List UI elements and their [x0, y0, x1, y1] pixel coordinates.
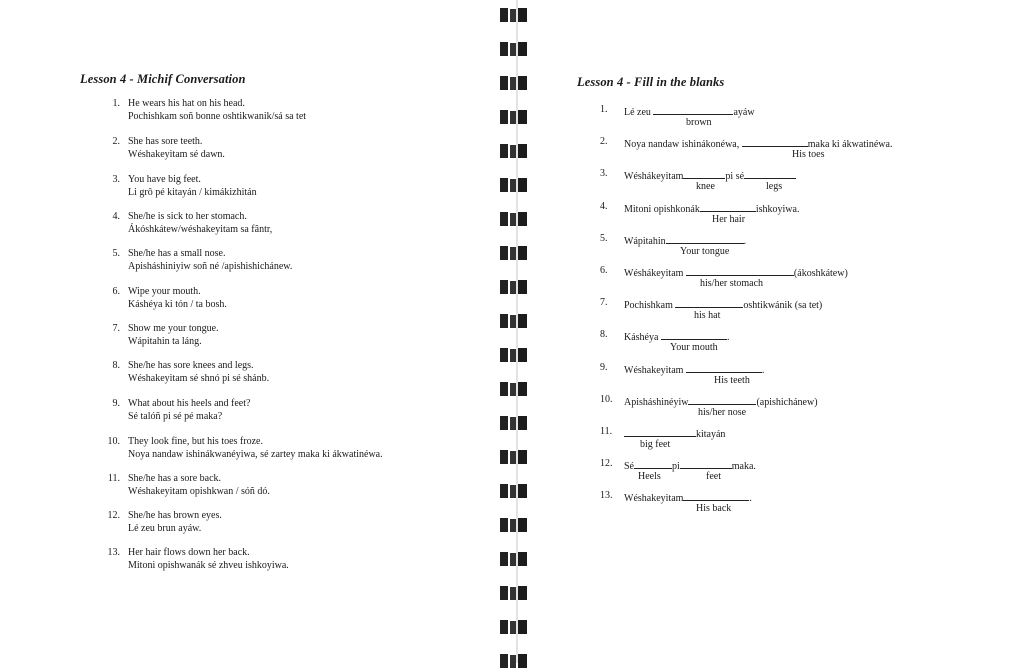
- binding-coil: [500, 586, 528, 600]
- conversation-item-english: She/he has a small nose.: [128, 248, 226, 259]
- conversation-item-michif: Lé zeu brun ayáw.: [128, 522, 202, 534]
- conversation-item-number: 7.: [112, 323, 120, 334]
- conversation-item-michif: Mitoni opishwanák sé zhveu ishkoyiwa.: [128, 559, 289, 571]
- fill-blank-item: [540, 394, 1024, 426]
- answer-blank[interactable]: [686, 265, 794, 276]
- fill-blank-number: 4.: [600, 201, 608, 212]
- answer-blank[interactable]: [683, 168, 725, 179]
- conversation-item: [0, 136, 500, 166]
- blank-hint: legs: [766, 181, 783, 192]
- sentence-text: Káshéya: [624, 332, 661, 343]
- fill-blank-number: 6.: [600, 265, 608, 276]
- fill-blank-number: 1.: [600, 104, 608, 115]
- binding-coil: [500, 76, 528, 90]
- conversation-item-michif: Wéshakeyitam opishkwan / sóñ dó.: [128, 485, 270, 497]
- binding-coil: [500, 144, 528, 158]
- conversation-item-english: He wears his hat on his head.: [128, 98, 245, 109]
- conversation-item: [0, 323, 500, 353]
- conversation-item-number: 5.: [112, 248, 120, 259]
- binding-coil: [500, 212, 528, 226]
- conversation-item-english: What about his heels and feet?: [128, 398, 251, 409]
- binding-coil: [500, 552, 528, 566]
- conversation-item: [0, 248, 500, 278]
- conversation-item-english: Wipe your mouth.: [128, 286, 201, 297]
- right-page: [540, 0, 1024, 663]
- fill-blank-item: [540, 201, 1024, 233]
- fill-blank-item: [540, 362, 1024, 394]
- conversation-item: [0, 510, 500, 540]
- sentence-text: Wéshákeyitam: [624, 171, 684, 182]
- conversation-item-michif: Apisháshiniyiw soñ né /apishishichánew.: [128, 260, 293, 272]
- left-page: [0, 0, 500, 663]
- conversation-item-michif: Ákóshkátew/wéshakeyitam sa fântr,: [128, 223, 273, 235]
- conversation-item: [0, 473, 500, 503]
- binding-coil: [500, 382, 528, 396]
- conversation-item-michif: Káshéya ki tón / ta bosh.: [128, 298, 227, 310]
- conversation-item-number: 10.: [107, 436, 120, 447]
- blank-hint: big feet: [640, 439, 671, 450]
- conversation-item: [0, 398, 500, 428]
- conversation-item: [0, 211, 500, 241]
- conversation-item-english: You have big feet.: [128, 174, 201, 185]
- binding-coil: [500, 280, 528, 294]
- fill-blank-number: 7.: [600, 297, 608, 308]
- binding-coil: [500, 246, 528, 260]
- sentence-text: Apisháshinéyiw: [624, 397, 689, 408]
- answer-blank[interactable]: [653, 104, 733, 115]
- answer-blank[interactable]: [661, 329, 727, 340]
- conversation-item: [0, 360, 500, 390]
- conversation-item-michif: Wápitahin ta láng.: [128, 335, 202, 347]
- answer-blank[interactable]: [686, 362, 762, 373]
- sentence-text: .: [726, 332, 730, 343]
- fill-blank-number: 3.: [600, 168, 608, 179]
- conversation-item-michif: Noya nandaw ishinákwanéyiwa, sé zartey maka ki ákwatinéwa.: [128, 448, 383, 460]
- sentence-text: (apishichánew): [756, 397, 818, 408]
- blank-hint: Your mouth: [670, 342, 718, 353]
- sentence-text: Wéshakeyitam: [624, 493, 684, 504]
- blank-hint: Heels: [638, 471, 661, 482]
- blank-hint: Your tongue: [680, 246, 730, 257]
- left-page-title: Lesson 4 - Michif Conversation: [80, 72, 246, 86]
- conversation-item-number: 3.: [112, 174, 120, 185]
- binding-coil: [500, 518, 528, 532]
- conversation-item-number: 13.: [107, 547, 120, 558]
- sentence-text: Pochishkam: [624, 300, 676, 311]
- binding-coil: [500, 314, 528, 328]
- conversation-item-number: 1.: [112, 98, 120, 109]
- fill-blank-number: 10.: [600, 394, 613, 405]
- blank-hint: his/her nose: [698, 407, 747, 418]
- fill-blank-item: [540, 490, 1024, 522]
- sentence-text: pi sé: [725, 171, 745, 182]
- sentence-text: ayáw: [733, 107, 755, 118]
- conversation-item-english: Her hair flows down her back.: [128, 547, 250, 558]
- blank-hint: knee: [696, 181, 715, 192]
- answer-blank[interactable]: [680, 458, 732, 469]
- fill-blank-number: 13.: [600, 490, 613, 501]
- conversation-item: [0, 547, 500, 577]
- fill-blank-item: [540, 426, 1024, 458]
- sentence-text: .: [743, 236, 747, 247]
- sentence-text: Wápitahin: [624, 236, 666, 247]
- fill-blank-number: 5.: [600, 233, 608, 244]
- conversation-item-english: They look fine, but his toes froze.: [128, 436, 263, 447]
- fill-blank-item: [540, 168, 1024, 200]
- fill-blank-sentence: [624, 297, 822, 312]
- binding-coil: [500, 8, 528, 22]
- answer-blank[interactable]: [744, 168, 796, 179]
- conversation-item-number: 6.: [112, 286, 120, 297]
- blank-hint: His teeth: [714, 375, 750, 386]
- binding-coil: [500, 348, 528, 362]
- sentence-text: Sé: [624, 461, 634, 472]
- conversation-item: [0, 436, 500, 466]
- blank-hint: his hat: [694, 310, 721, 321]
- conversation-item-michif: Pochishkam soñ bonne oshtikwanik/sá sa tet: [128, 110, 307, 122]
- conversation-item-michif: Wéshakeyitam sé dawn.: [128, 148, 225, 160]
- sentence-text: Wéshakeyitam: [624, 365, 686, 376]
- sentence-text: .: [749, 493, 752, 504]
- answer-blank[interactable]: [700, 201, 756, 212]
- sentence-text: Mitoni opishkonák: [624, 204, 700, 215]
- blank-hint: feet: [706, 471, 721, 482]
- blank-hint: his/her stomach: [700, 278, 764, 289]
- conversation-item-number: 12.: [107, 510, 120, 521]
- conversation-item-michif: Li grô pé kitayán / kimákizhitán: [128, 186, 257, 198]
- answer-blank[interactable]: [675, 297, 743, 308]
- fill-blank-item: [540, 233, 1024, 265]
- conversation-item-english: Show me your tongue.: [128, 323, 219, 334]
- binding-coil: [500, 110, 528, 124]
- sentence-text: Lé zeu: [624, 107, 654, 118]
- answer-blank[interactable]: [666, 233, 744, 244]
- fill-blank-number: 9.: [600, 362, 608, 373]
- conversation-item-english: She/he has brown eyes.: [128, 510, 222, 521]
- fill-blank-sentence: [624, 490, 752, 505]
- conversation-item-english: She/he has sore knees and legs.: [128, 360, 254, 371]
- conversation-item: [0, 286, 500, 316]
- sentence-text: maka.: [731, 461, 756, 472]
- sentence-text: maka ki ákwatinéwa.: [807, 139, 893, 150]
- conversation-item: [0, 174, 500, 204]
- fill-blank-number: 11.: [600, 426, 613, 437]
- answer-blank[interactable]: [624, 426, 696, 437]
- sentence-text: Noya nandaw ishinákonéwa,: [624, 139, 742, 150]
- fill-blank-item: [540, 265, 1024, 297]
- binding-coil: [500, 484, 528, 498]
- spiral-binding: [496, 0, 536, 663]
- fill-blank-number: 12.: [600, 458, 613, 469]
- binding-coil: [500, 42, 528, 56]
- conversation-item-number: 2.: [112, 136, 120, 147]
- conversation-item-michif: Wéshakeyitam sé shnó pi sé shánb.: [128, 372, 270, 384]
- fill-blank-sentence: [624, 136, 892, 151]
- conversation-item-english: She/he is sick to her stomach.: [128, 211, 247, 222]
- right-page-title: Lesson 4 - Fill in the blanks: [577, 75, 725, 89]
- binding-coil: [500, 178, 528, 192]
- fill-blank-number: 8.: [600, 329, 608, 340]
- conversation-item-english: She/he has a sore back.: [128, 473, 222, 484]
- answer-blank[interactable]: [742, 136, 808, 147]
- conversation-item: [0, 98, 500, 128]
- sentence-text: .: [761, 365, 765, 376]
- sentence-text: ishkoyiwa.: [755, 204, 800, 215]
- fill-blank-item: [540, 136, 1024, 168]
- sentence-text: oshtikwánik (sa tet): [743, 300, 823, 311]
- sentence-text: (ákoshkátew): [793, 268, 848, 279]
- fill-blank-item: [540, 458, 1024, 490]
- sentence-text: Wéshákeyitam: [624, 268, 686, 279]
- binding-coil: [500, 416, 528, 430]
- answer-blank[interactable]: [634, 458, 672, 469]
- answer-blank[interactable]: [688, 394, 756, 405]
- fill-blank-item: [540, 104, 1024, 136]
- fill-blank-item: [540, 329, 1024, 361]
- blank-hint: His back: [696, 503, 732, 514]
- blank-hint: Her hair: [712, 214, 746, 225]
- fill-blank-item: [540, 297, 1024, 329]
- conversation-item-number: 11.: [107, 473, 120, 484]
- blank-hint: His toes: [792, 149, 825, 160]
- conversation-item-michif: Sé talóñ pi sé pé maka?: [128, 410, 223, 422]
- sentence-text: kitayán: [696, 429, 726, 440]
- binding-coil: [500, 450, 528, 464]
- blank-hint: brown: [686, 117, 712, 128]
- binding-coil: [500, 654, 528, 668]
- conversation-item-number: 9.: [112, 398, 120, 409]
- conversation-item-english: She has sore teeth.: [128, 136, 203, 147]
- answer-blank[interactable]: [683, 490, 749, 501]
- sentence-text: pi: [672, 461, 680, 472]
- conversation-item-number: 4.: [112, 211, 120, 222]
- conversation-item-number: 8.: [112, 360, 120, 371]
- fill-blank-number: 2.: [600, 136, 608, 147]
- binding-coil: [500, 620, 528, 634]
